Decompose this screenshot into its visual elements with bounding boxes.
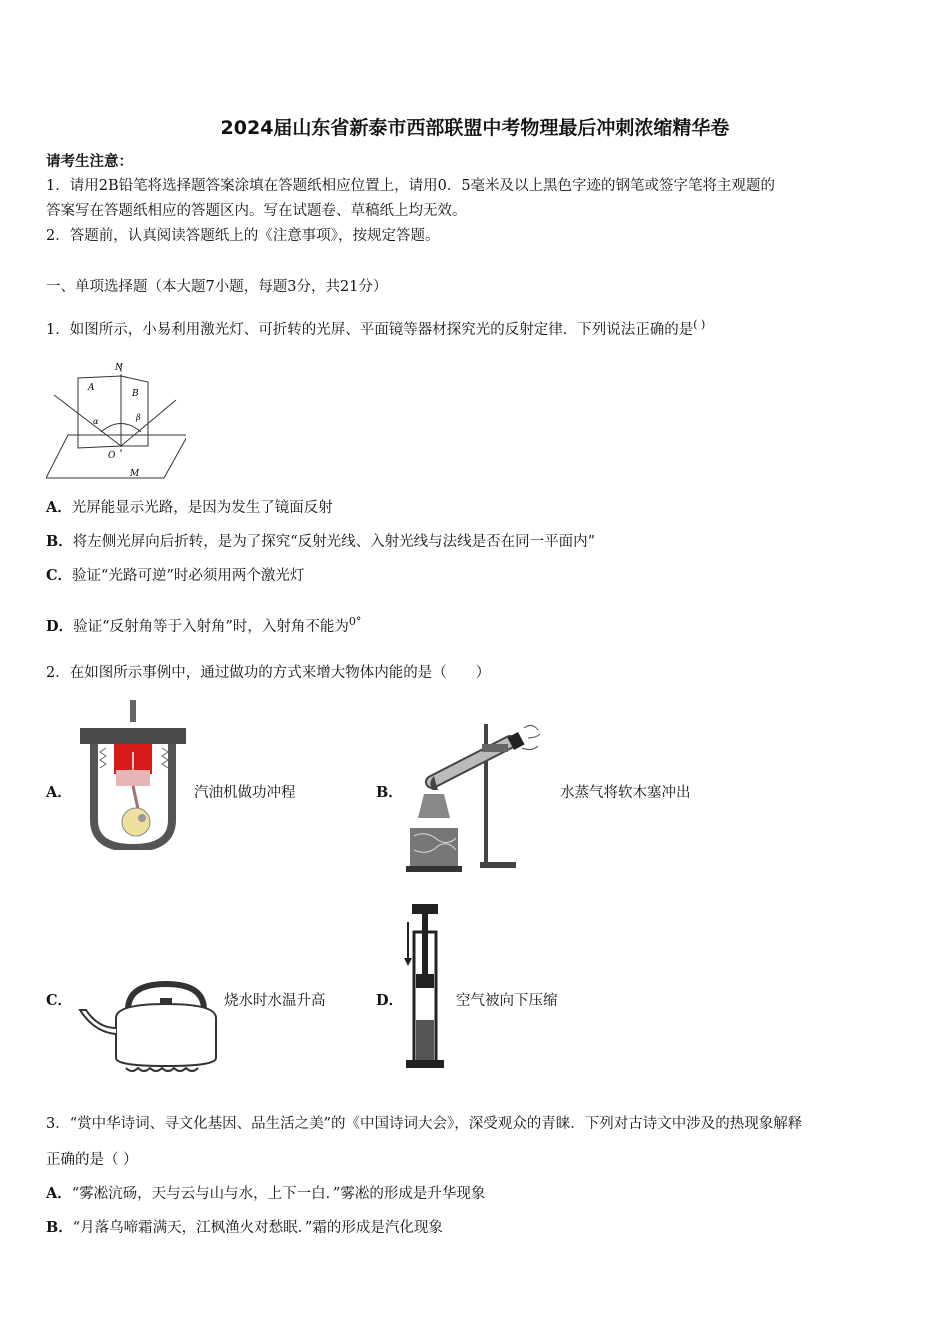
svg-text:β: β [136, 413, 141, 422]
q1-blank: ( ) [693, 318, 706, 331]
q1-stem: 1．如图所示，小易利用激光灯、可折转的光屏、平面镜等器材探究光的反射定律．下列说法正确的是( ) [46, 318, 706, 338]
q2-stem: 2．在如图所示事例中，通过做功的方式来增大物体内能的是（ ） [46, 665, 491, 681]
notice-line-1: 1．请用2B铅笔将选择题答案涂填在答题纸相应位置上，请用0．5毫米及以上黑色字迹的钢笔或签字笔将主观题的 [46, 178, 776, 194]
q2-option-b-text: 水蒸气将软木塞冲出 [560, 785, 691, 801]
label-b: B [132, 389, 139, 399]
piston-cylinder-illustration [400, 900, 456, 1072]
q1-option-b[interactable]: B．将左侧光屏向后折转，是为了探究“反射光线、入射光线与法线是否在同一平面内” [46, 533, 596, 550]
q2-option-c[interactable]: C． [46, 992, 73, 1009]
reflection-diagram [46, 360, 186, 482]
q2-option-a-text: 汽油机做功冲程 [194, 785, 296, 801]
label-o: O [108, 451, 116, 461]
q1-option-c[interactable]: C．验证“光路可逆”时必须用两个激光灯 [46, 567, 305, 584]
test-tube-illustration [404, 718, 544, 878]
notice-heading: 请考生注意： [46, 153, 133, 170]
page-title: 2024届山东省新泰市西部联盟中考物理最后冲刺浓缩精华卷 [220, 117, 730, 139]
q3-option-b[interactable]: B．“月落乌啼霜满天，江枫渔火对愁眠．”霜的形成是汽化现象 [46, 1219, 443, 1236]
engine-illustration [78, 700, 190, 850]
q2-option-a[interactable]: A． [46, 784, 72, 801]
label-n: N [115, 363, 123, 373]
label-a: A [88, 383, 95, 393]
q3-stem-line-1: 3．“赏中华诗词、寻文化基因、品生活之美”的《中国诗词大会》，深受观众的青睐．下列对古诗文中涉及的热现象解释 [46, 1116, 803, 1132]
q3-stem-line-2: 正确的是（ ） [46, 1152, 138, 1168]
q2-option-d[interactable]: D． [376, 992, 404, 1009]
notice-line-2: 2．答题前，认真阅读答题纸上的《注意事项》，按规定答题。 [46, 228, 440, 244]
notice-line-1b: 答案写在答题纸相应的答题区内。写在试题卷、草稿纸上均无效。 [46, 203, 467, 219]
label-m: M [130, 469, 140, 479]
section-heading: 一、单项选择题（本大题7小题，每题3分，共21分） [46, 279, 388, 295]
q1-option-d[interactable]: D．验证“反射角等于入射角”时，入射角不能为$^{0^\circ}$ [46, 615, 362, 635]
kettle-illustration [76, 980, 226, 1076]
q2-option-c-text: 烧水时水温升高 [224, 993, 326, 1009]
q1-option-a[interactable]: A．光屏能显示光路，是因为发生了镜面反射 [46, 499, 333, 516]
q2-option-d-text: 空气被向下压缩 [456, 993, 558, 1009]
q3-option-a[interactable]: A．“雾凇沆砀，天与云与山与水，上下一白．”雾凇的形成是升华现象 [46, 1185, 486, 1202]
q2-option-b[interactable]: B． [376, 784, 403, 801]
svg-text:α: α [93, 417, 99, 426]
